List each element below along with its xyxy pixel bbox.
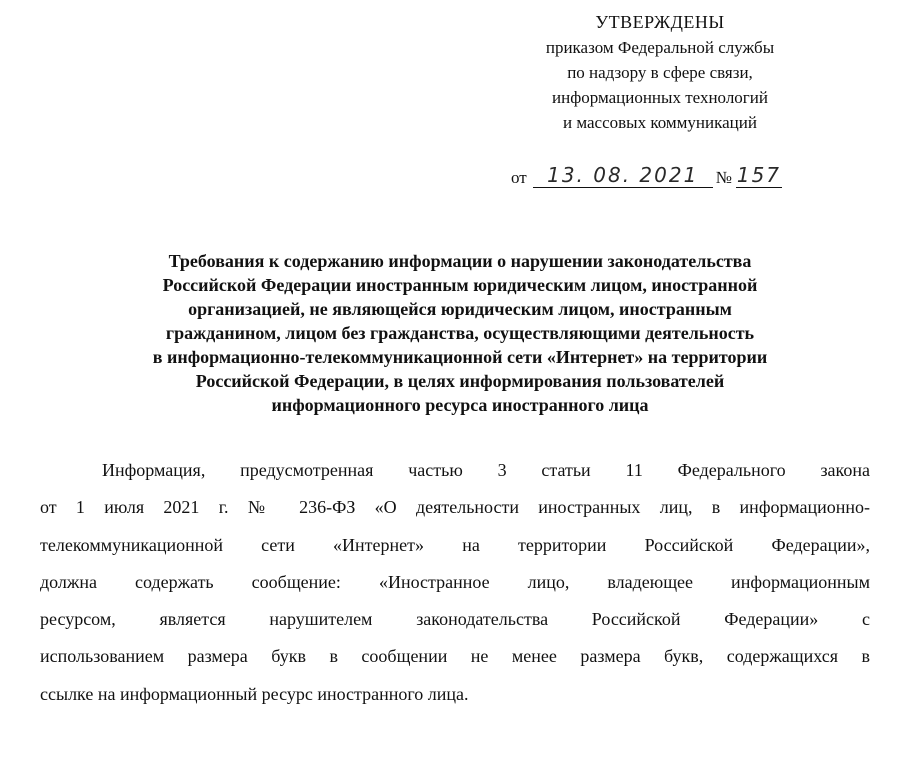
title-line: Российской Федерации иностранным юридическим лицом, иностранной	[162, 275, 758, 295]
handwritten-order-number: 157	[736, 163, 782, 187]
title-line: информационного ресурса иностранного лица	[271, 395, 649, 415]
title-line: организацией, не являющейся юридическим лицом, иностранным	[188, 299, 732, 319]
title-line: Требования к содержанию информации о нарушении законодательства	[168, 251, 752, 271]
number-prefix: №	[715, 168, 732, 187]
date-prefix: от	[511, 168, 527, 187]
handwritten-order-date: 13. 08. 2021	[533, 165, 713, 188]
approval-line: приказом Федеральной службы	[545, 38, 775, 57]
document-title	[40, 249, 880, 417]
order-date-number-line	[511, 165, 782, 188]
title-line: Российской Федерации, в целях информирования пользователей	[195, 371, 725, 391]
paragraph-line: Информация, предусмотренная частью 3 статьи 11 Федерального закона	[102, 460, 870, 480]
approval-line: по надзору в сфере связи,	[567, 63, 753, 82]
approval-heading: УТВЕРЖДЕНЫ	[595, 12, 725, 32]
title-line: в информационно-телекоммуникационной сети «Интернет» на территории	[152, 347, 768, 367]
paragraph-line: должна содержать сообщение: «Иностранное лицо, владеющее информационным	[40, 571, 870, 592]
paragraph-line: от 1 июля 2021 г. № 236-ФЗ «О деятельности иностранных лиц, в информационно-	[40, 497, 870, 518]
paragraph-line: телекоммуникационной сети «Интернет» на территории Российской Федерации»,	[40, 534, 870, 555]
paragraph-line: использованием размера букв в сообщении не менее размера букв, содержащихся в	[40, 646, 870, 667]
paragraph-line: ресурсом, является нарушителем законодательства Российской Федерации» с	[40, 609, 870, 630]
body-paragraph	[40, 452, 870, 713]
approval-stamp	[500, 10, 820, 135]
paragraph-line: ссылке на информационный ресурс иностранного лица.	[40, 683, 469, 704]
approval-line: и массовых коммуникаций	[563, 113, 757, 132]
title-line: гражданином, лицом без гражданства, осуществляющими деятельность	[165, 323, 755, 343]
approval-line: информационных технологий	[552, 88, 768, 107]
